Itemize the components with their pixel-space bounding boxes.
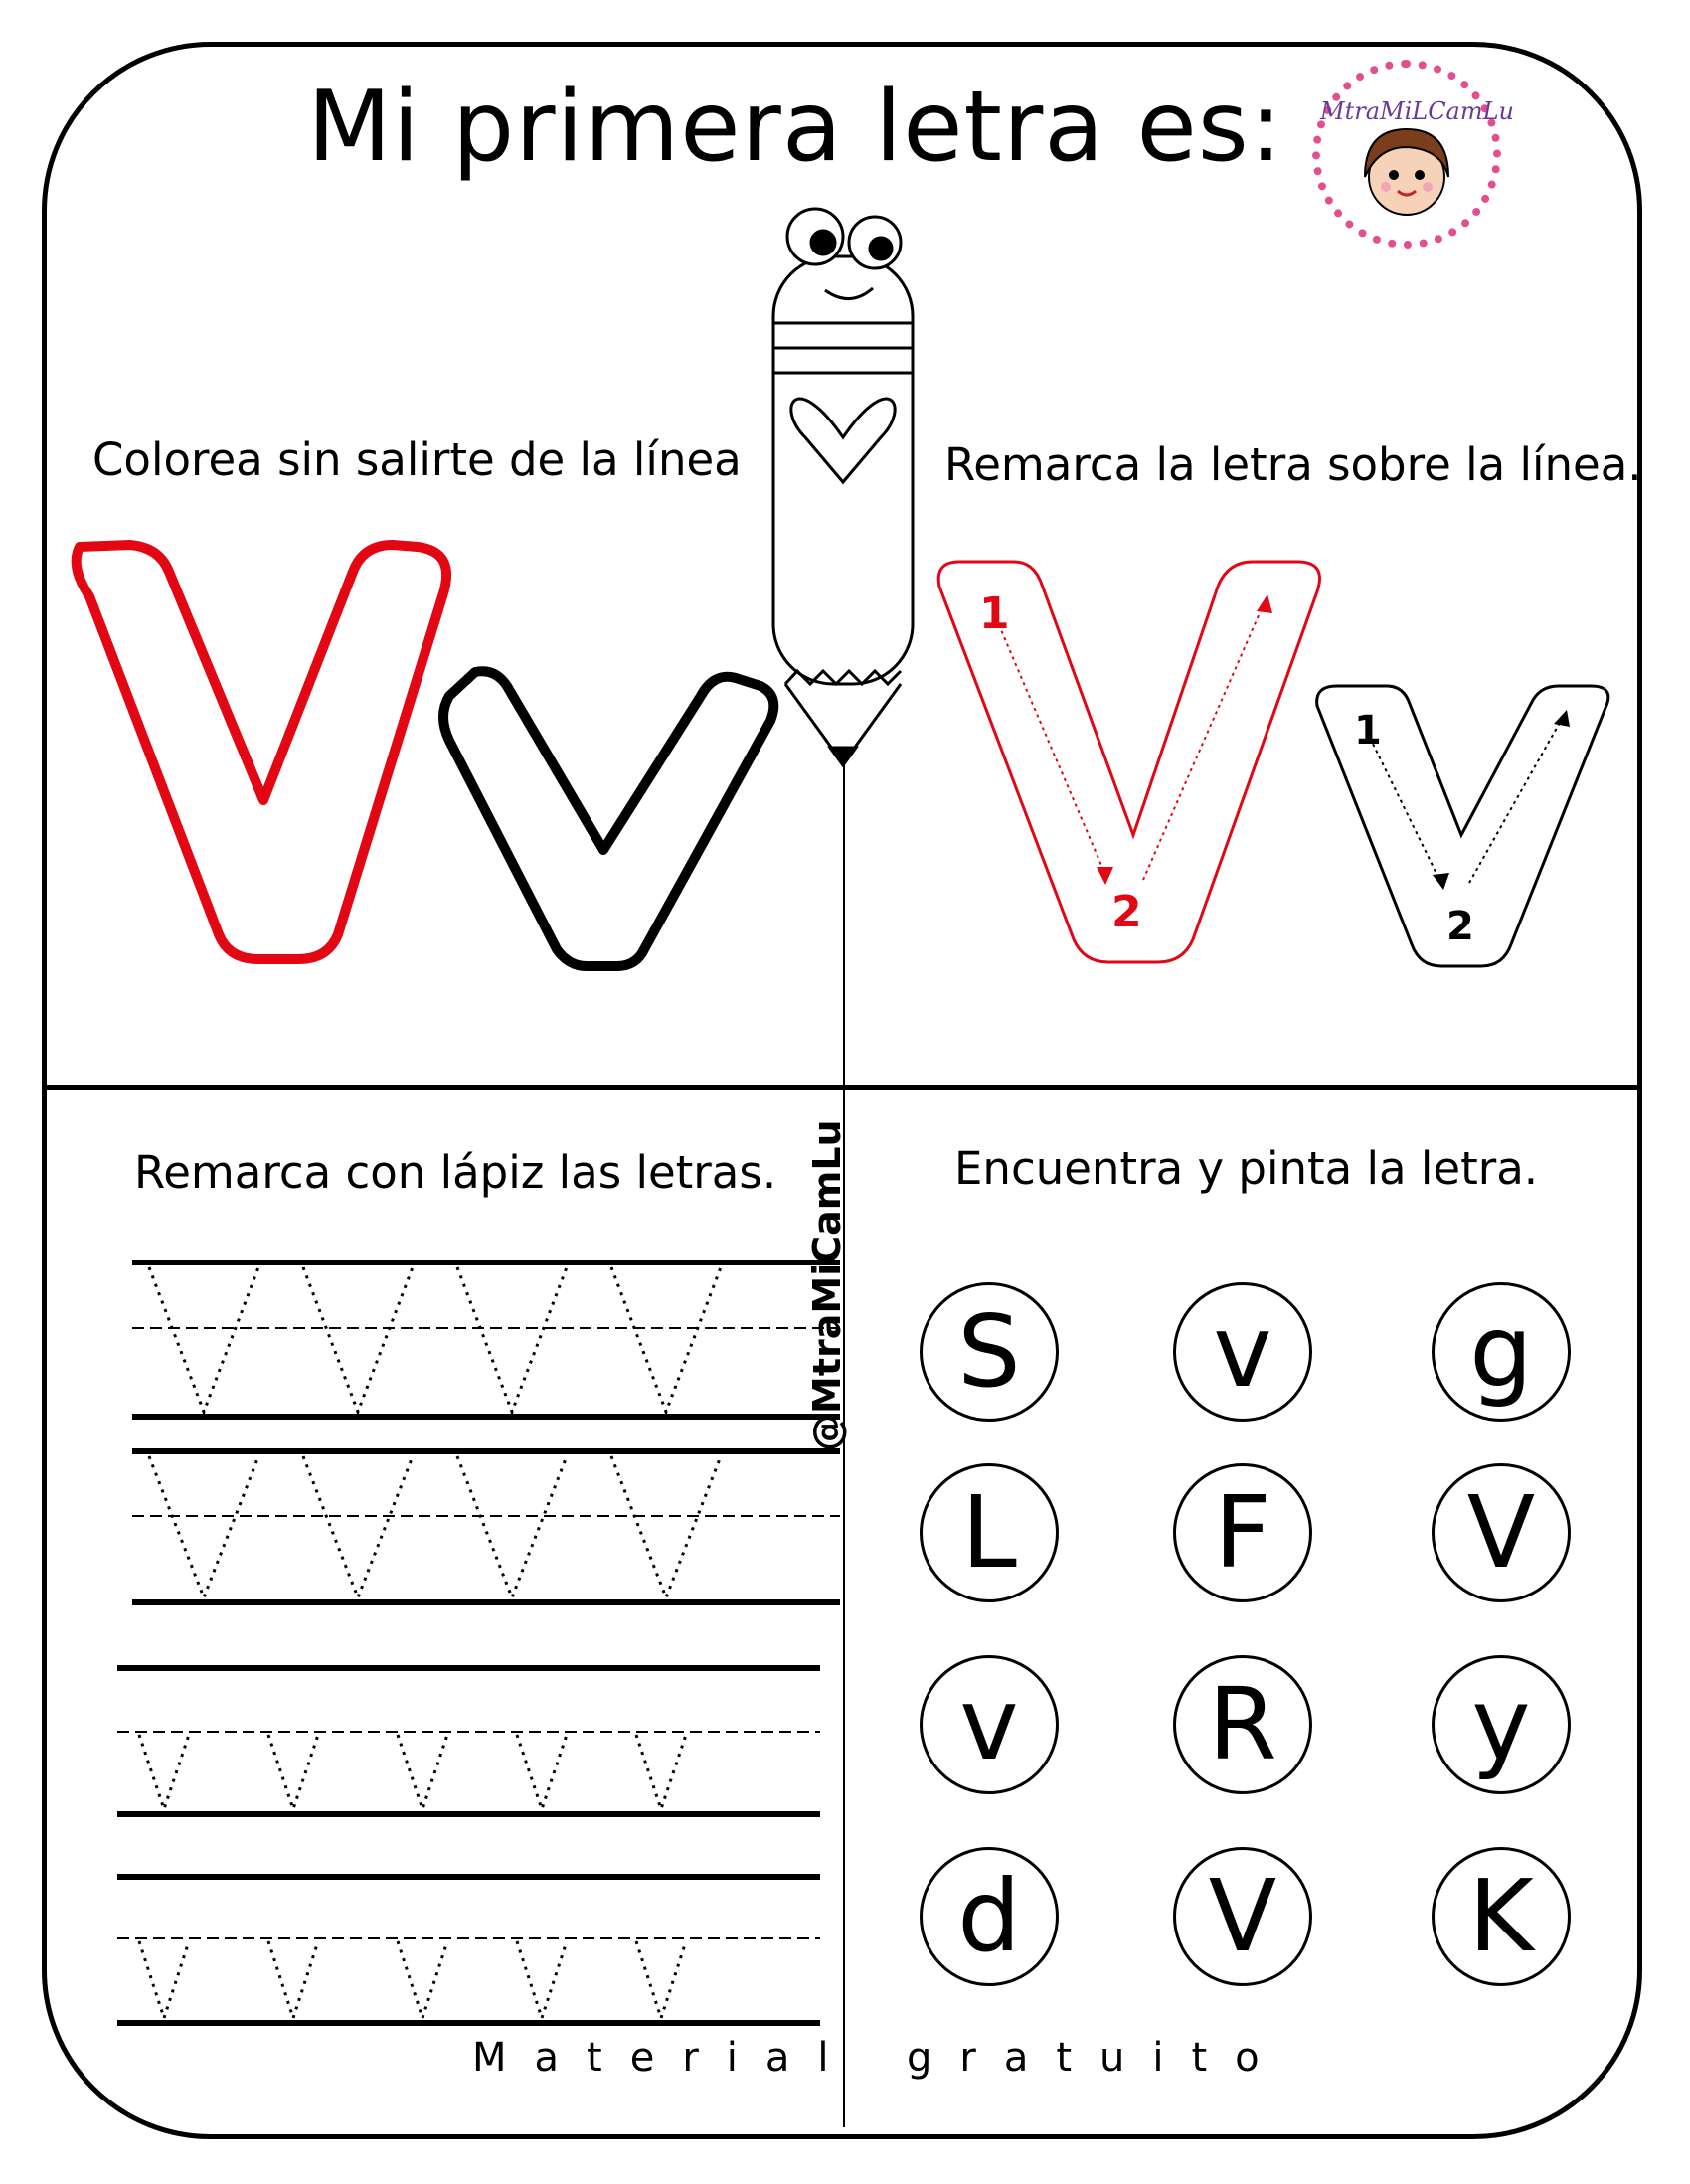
letter-bubble[interactable]: K [1432,1847,1571,1986]
footer-left: Material [472,2035,857,2081]
letter-bubble[interactable]: V [1173,1847,1312,1986]
trace-step-1-lowercase: 1 [1354,708,1382,754]
outline-letter-uppercase [77,545,446,959]
page-title: Mi primera letra es: [307,71,1283,184]
author-handle: @MtraMiCamLu [805,1119,849,1451]
instruction-color: Colorea sin salirte de la línea [92,433,742,486]
letter-bubble[interactable]: y [1432,1655,1571,1794]
footer-right: gratuito [907,2035,1287,2081]
trace-step-1: 1 [979,588,1010,639]
letter-bubble[interactable]: F [1173,1463,1312,1602]
letter-bubble[interactable]: L [920,1463,1059,1602]
instruction-pencil: Remarca con lápiz las letras. [134,1146,777,1199]
letter-bubble[interactable]: S [920,1282,1059,1422]
handwriting-practice-lines [117,1262,840,2023]
letter-bubble[interactable]: v [1173,1282,1312,1422]
trace-step-2-lowercase: 2 [1446,904,1474,949]
outline-letter-lowercase [443,671,773,966]
letter-bubble[interactable]: R [1173,1655,1312,1794]
dotted-letter-guides [139,1267,721,2018]
logo-text: MtraMiLCamLu [1320,97,1515,125]
letter-bubble[interactable]: v [920,1655,1059,1794]
instruction-find: Encuentra y pinta la letra. [954,1142,1539,1195]
letter-bubble[interactable]: g [1432,1282,1571,1422]
trace-step-2: 2 [1111,887,1142,937]
letter-bubble[interactable]: V [1432,1463,1571,1602]
pencil-mascot-icon [773,209,913,765]
instruction-trace: Remarca la letra sobre la línea. [944,438,1642,491]
letter-bubble[interactable]: d [920,1847,1059,1986]
